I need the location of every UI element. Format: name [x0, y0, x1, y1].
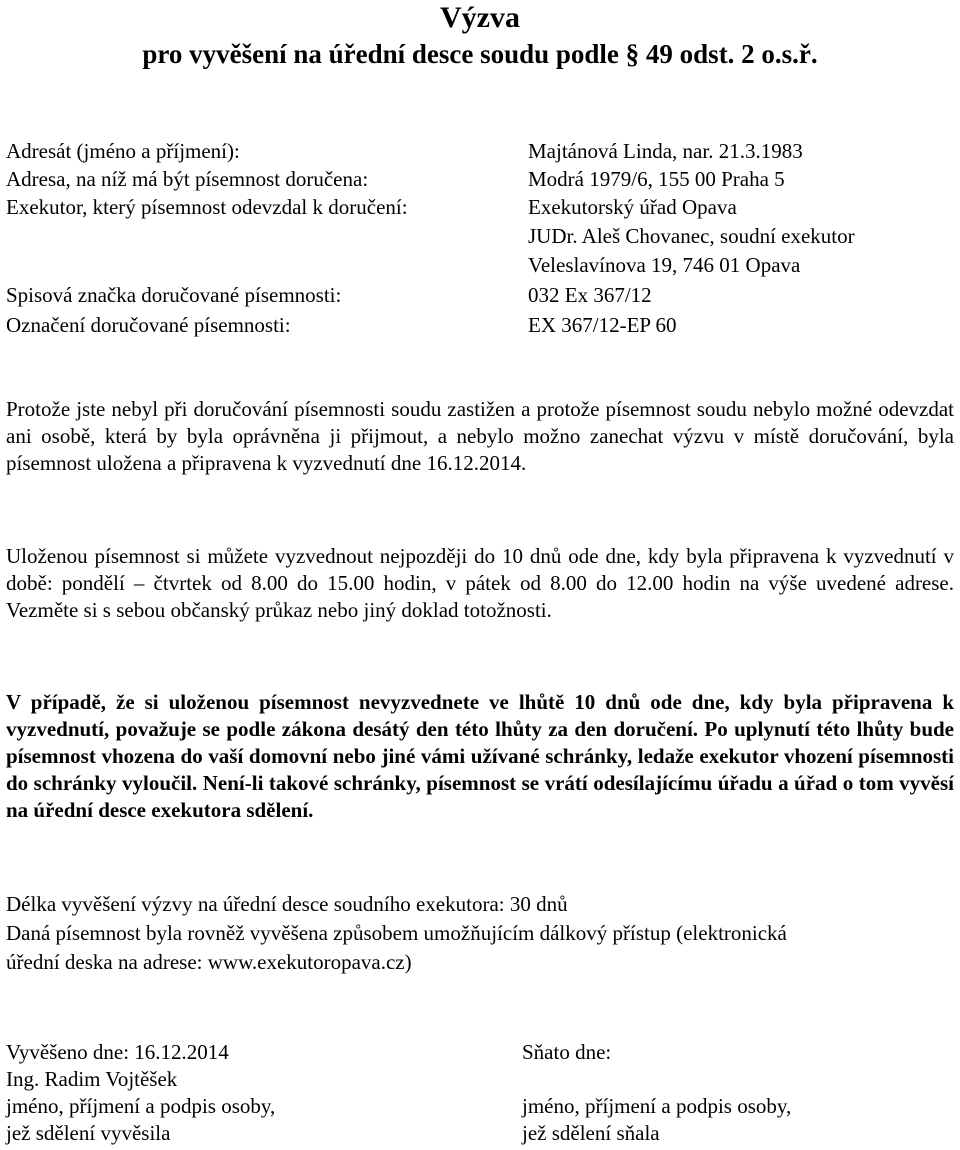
removed-signature-block: [522, 1039, 791, 1147]
posted-role-line-1: jméno, příjmení a podpis osoby,: [6, 1094, 276, 1118]
executor-row: [6, 193, 956, 221]
addressee-value: Majtánová Linda, nar. 21.3.1983: [528, 139, 803, 163]
executor-label: Exekutor, který písemnost odevzdal k doručení:: [6, 195, 408, 219]
removed-by-blank: [522, 1066, 791, 1093]
paragraph-warning: V případě, že si uloženou písemnost nevyzvednete ve lhůtě 10 dnů ode dne, kdy byla připravena k vyzvednutí, považuje se podle zákona desátý den této lhůty za den doručení. Po uplynutí této lhůty bude písemnost vhozena do vaší domovní nebo jiné vámi užívané schránky, ledaže exekutor vhození písemnosti do schránky vyloučil. Není-li takové schránky, písemnost se vrátí odesílajícímu úřadu a úřad o tom vyvěsí na úřední desce exekutora sdělení.: [6, 690, 954, 822]
document-value: EX 367/12-EP 60: [528, 313, 677, 337]
addressee-label: Adresát (jméno a příjmení):: [6, 139, 240, 163]
posted-date: Vyvěšeno dne: 16.12.2014: [6, 1040, 229, 1064]
address-row: [6, 165, 956, 193]
executor-office: Exekutorský úřad Opava: [528, 195, 737, 219]
remote-access-line-1: Daná písemnost byla rovněž vyvěšena způsobem umožňujícím dálkový přístup (elektronická: [6, 921, 787, 945]
case-row: [6, 281, 956, 309]
remote-access-line-2: úřední deska na adrese: www.exekutoropava.cz): [6, 950, 412, 974]
address-label: Adresa, na níž má být písemnost doručena:: [6, 167, 369, 191]
executor-address: Veleslavínova 19, 746 01 Opava: [528, 253, 801, 277]
document-subtitle: pro vyvěšení na úřední desce soudu podle § 49 odst. 2 o.s.ř.: [142, 39, 818, 69]
executor-address-row: [6, 251, 956, 279]
executor-name: JUDr. Aleš Chovanec, soudní exekutor: [528, 224, 855, 248]
posting-duration: Délka vyvěšení výzvy na úřední desce soudního exekutora: 30 dnů: [6, 892, 568, 916]
removed-role-line-2: jež sdělení sňala: [522, 1121, 660, 1145]
posted-signature-block: [6, 1039, 275, 1147]
paragraph-pickup: Uloženou písemnost si můžete vyzvednout nejpozději do 10 dnů ode dne, kdy byla připravena k vyzvednutí v době: pondělí – čtvrtek od 8.00 do 15.00 hodin, v pátek od 8.00 do 12.00 hodin na výše uvedené adrese. Vezměte si s sebou občanský průkaz nebo jiný doklad totožnosti.: [6, 544, 954, 622]
posted-role-line-2: jež sdělení vyvěsila: [6, 1121, 171, 1145]
document-title: Výzva: [440, 1, 520, 34]
removed-role-line-1: jméno, příjmení a podpis osoby,: [522, 1094, 792, 1118]
document-label: Označení doručované písemnosti:: [6, 313, 291, 337]
paragraph-stored: Protože jste nebyl při doručování písemnosti soudu zastižen a protože písemnost soudu nebylo možné odevzdat ani osobě, která by byla oprávněna ji přijmout, a nebylo možno zanechat výzvu v místě doručování, byla písemnost uložena a připravena k vyzvednutí dne 16.12.2014.: [6, 397, 954, 475]
removed-date: Sňato dne:: [522, 1040, 612, 1064]
document-row: [6, 311, 956, 339]
executor-name-row: [6, 222, 956, 250]
addressee-row: [6, 137, 956, 165]
case-label: Spisová značka doručované písemnosti:: [6, 283, 342, 307]
address-value: Modrá 1979/6, 155 00 Praha 5: [528, 167, 785, 191]
posted-by: Ing. Radim Vojtěšek: [6, 1067, 178, 1091]
case-value: 032 Ex 367/12: [528, 283, 652, 307]
